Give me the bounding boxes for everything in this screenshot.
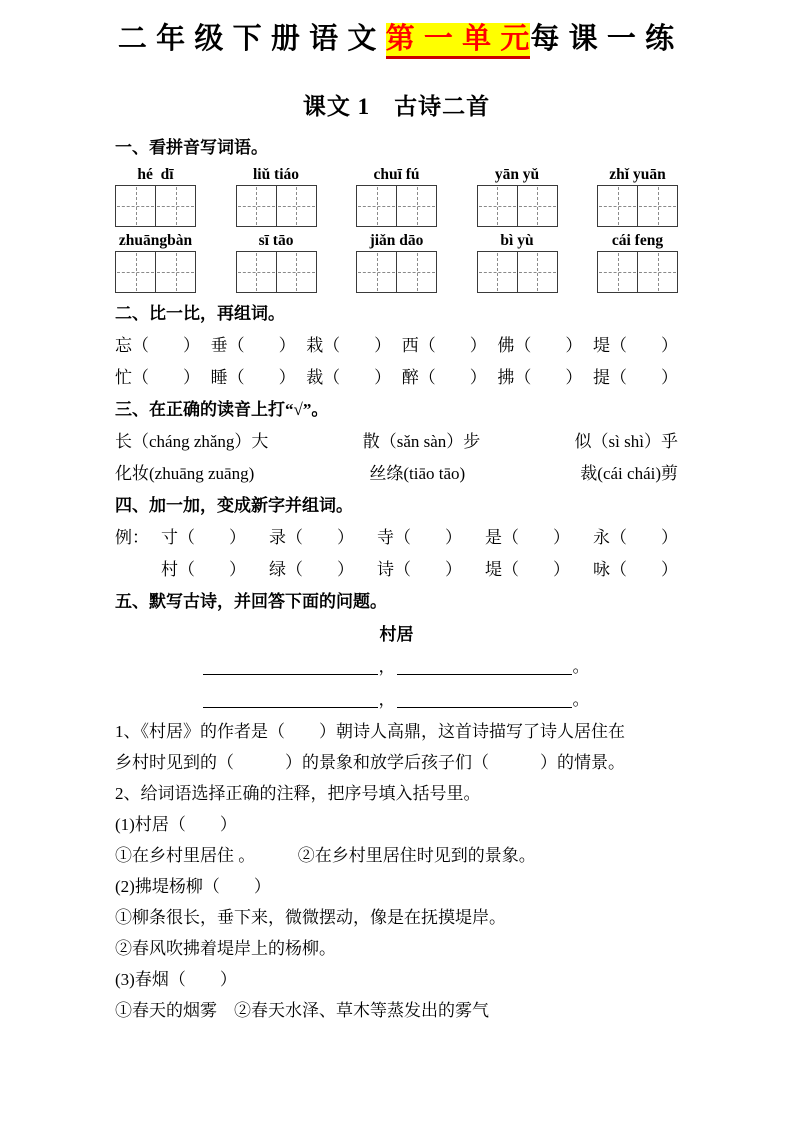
section-4-heading: 四、加一加，变成新字并组词。: [115, 496, 353, 515]
word-item: 是（ ）: [485, 528, 570, 547]
question-1-line-2: 乡村时见到的（ ）的景象和放学后孩子们（ ）的情景。: [115, 753, 625, 772]
writing-cell: [517, 252, 557, 292]
writing-cell: [478, 186, 517, 226]
writing-cell: [598, 186, 637, 226]
pinyin-label: liǔ tiáo: [252, 166, 300, 183]
question-2-item: (2)拂堤杨柳（ ）: [115, 877, 271, 896]
word-item: 睡（ ）: [210, 368, 296, 387]
pronunciation-item: 丝绦(tiāo tāo): [369, 464, 466, 483]
add-stroke-items: [161, 522, 678, 554]
word-item: 垂（ ）: [210, 336, 296, 355]
pinyin-word-group: [115, 166, 196, 227]
pronunciation-item: 长（cháng zhǎng）大: [115, 432, 269, 451]
writing-grid: [115, 185, 196, 227]
question-2-item: (3)春烟（ ）: [115, 970, 237, 989]
writing-grid: [597, 185, 678, 227]
pinyin-word-group: [356, 166, 437, 227]
pronunciation-row-1: [115, 426, 678, 458]
section-2-heading: 二、比一比，再组词。: [115, 304, 285, 323]
writing-cell: [637, 186, 677, 226]
comma: ，: [378, 657, 396, 676]
writing-cell: [116, 186, 155, 226]
question-2-options: ①柳条很长，垂下来，微微摆动，像是在抚摸堤岸。: [115, 908, 506, 927]
example-label: 例：: [115, 528, 149, 547]
compare-row-1: [115, 330, 678, 362]
title-suffix: 每 课 一 练: [530, 23, 676, 55]
writing-cell: [237, 252, 276, 292]
answer-blank: [203, 705, 378, 708]
writing-grid: [236, 251, 317, 293]
pinyin-label: chuī fú: [373, 166, 420, 183]
pinyin-grid-row-1: [115, 166, 678, 227]
poem-blank-line: [115, 650, 678, 683]
add-stroke-items: [161, 554, 678, 586]
section-compare-words: [115, 298, 678, 394]
lesson-title: 课文 1 古诗二首: [302, 94, 491, 119]
word-item: 咏（ ）: [593, 560, 678, 579]
writing-cell: [396, 252, 436, 292]
writing-grid: [356, 251, 437, 293]
writing-cell: [478, 252, 517, 292]
writing-grid: [477, 185, 558, 227]
section-5-heading: 五、默写古诗，并回答下面的问题。: [115, 592, 387, 611]
question-2-heading: 2、给词语选择正确的注释，把序号填入括号里。: [115, 784, 481, 803]
pinyin-label: hé dī: [137, 166, 174, 183]
answer-blank: [397, 672, 572, 675]
section-3-heading: 三、在正确的读音上打“√”。: [115, 400, 329, 419]
period: 。: [572, 657, 590, 676]
writing-cell: [276, 252, 316, 292]
question-2-options: ②春风吹拂着堤岸上的杨柳。: [115, 939, 336, 958]
word-item: 录（ ）: [269, 528, 354, 547]
pinyin-word-group: [597, 232, 678, 293]
word-item: 忙（ ）: [115, 368, 200, 387]
pinyin-word-group: [477, 232, 558, 293]
pinyin-label: cái feng: [611, 232, 664, 249]
answer-blank: [397, 705, 572, 708]
pronunciation-item: 化妆(zhuāng zuāng): [115, 464, 255, 483]
pronunciation-item: 散（sǎn sàn）步: [362, 432, 481, 451]
writing-cell: [637, 252, 677, 292]
word-item: 绿（ ）: [269, 560, 354, 579]
word-item: 堤（ ）: [592, 336, 678, 355]
pinyin-word-group: [115, 232, 196, 293]
add-stroke-row-1: [115, 522, 678, 554]
writing-cell: [517, 186, 557, 226]
question-2-options: ①春天的烟雾 ②春天水泽、草木等蒸发出的雾气: [115, 1001, 489, 1020]
add-stroke-row-2: [115, 554, 678, 586]
writing-cell: [396, 186, 436, 226]
poem-title: 村居: [379, 625, 414, 644]
pronunciation-row-2: [115, 458, 678, 490]
word-item: 诗（ ）: [377, 560, 462, 579]
pinyin-word-group: [477, 166, 558, 227]
compare-row-2: [115, 362, 678, 394]
question-2-item: (1)村居（ ）: [115, 815, 237, 834]
writing-cell: [237, 186, 276, 226]
word-item: 寺（ ）: [377, 528, 462, 547]
pronunciation-item: 似（sì shì）乎: [574, 432, 678, 451]
writing-grid: [236, 185, 317, 227]
writing-cell: [598, 252, 637, 292]
section-1-heading: 一、看拼音写词语。: [115, 138, 268, 157]
section-add-stroke: [115, 490, 678, 586]
word-item: 佛（ ）: [497, 336, 583, 355]
pinyin-label: bì yù: [500, 232, 534, 249]
writing-cell: [357, 186, 396, 226]
title-highlight: 第 一 单 元: [386, 23, 531, 59]
word-item: 醉（ ）: [401, 368, 487, 387]
page-title: [115, 20, 678, 58]
poem-blank-line: [115, 683, 678, 716]
pinyin-grid-row-2: [115, 232, 678, 293]
pinyin-label: zhǐ yuān: [609, 166, 666, 183]
section-poem: [115, 586, 678, 1026]
word-item: 村（ ）: [161, 560, 246, 579]
writing-cell: [155, 252, 195, 292]
word-item: 寸（ ）: [161, 528, 246, 547]
word-item: 忘（ ）: [115, 336, 200, 355]
period: 。: [572, 690, 590, 709]
writing-cell: [116, 252, 155, 292]
question-1-line-1: 1、《村居》的作者是（ ）朝诗人高鼎，这首诗描写了诗人居住在: [115, 722, 625, 741]
question-2-options: ①在乡村里居住 。 ②在乡村里居住时见到的景象。: [115, 846, 536, 865]
title-prefix: 二 年 级 下 册 语 文: [117, 23, 386, 55]
word-item: 西（ ）: [401, 336, 487, 355]
pinyin-label: zhuāngbàn: [118, 232, 193, 249]
pinyin-label: sī tāo: [258, 232, 294, 249]
word-item: 栽（ ）: [306, 336, 392, 355]
writing-grid: [477, 251, 558, 293]
writing-grid: [356, 185, 437, 227]
writing-grid: [597, 251, 678, 293]
writing-cell: [155, 186, 195, 226]
pinyin-label: yān yǔ: [494, 166, 540, 183]
writing-grid: [115, 251, 196, 293]
word-item: 拂（ ）: [497, 368, 583, 387]
pinyin-label: jiǎn dāo: [369, 232, 424, 249]
word-item: 提（ ）: [592, 368, 678, 387]
word-item: 裁（ ）: [306, 368, 392, 387]
pinyin-word-group: [356, 232, 437, 293]
pronunciation-item: 裁(cái chái)剪: [580, 464, 678, 483]
pinyin-word-group: [597, 166, 678, 227]
writing-cell: [357, 252, 396, 292]
answer-blank: [203, 672, 378, 675]
comma: ，: [378, 690, 396, 709]
pinyin-word-group: [236, 166, 317, 227]
section-pinyin: [115, 132, 678, 293]
pinyin-word-group: [236, 232, 317, 293]
word-item: 堤（ ）: [485, 560, 570, 579]
section-pronunciation: [115, 394, 678, 490]
word-item: 永（ ）: [593, 528, 678, 547]
example-label-blank: [115, 554, 161, 586]
writing-cell: [276, 186, 316, 226]
